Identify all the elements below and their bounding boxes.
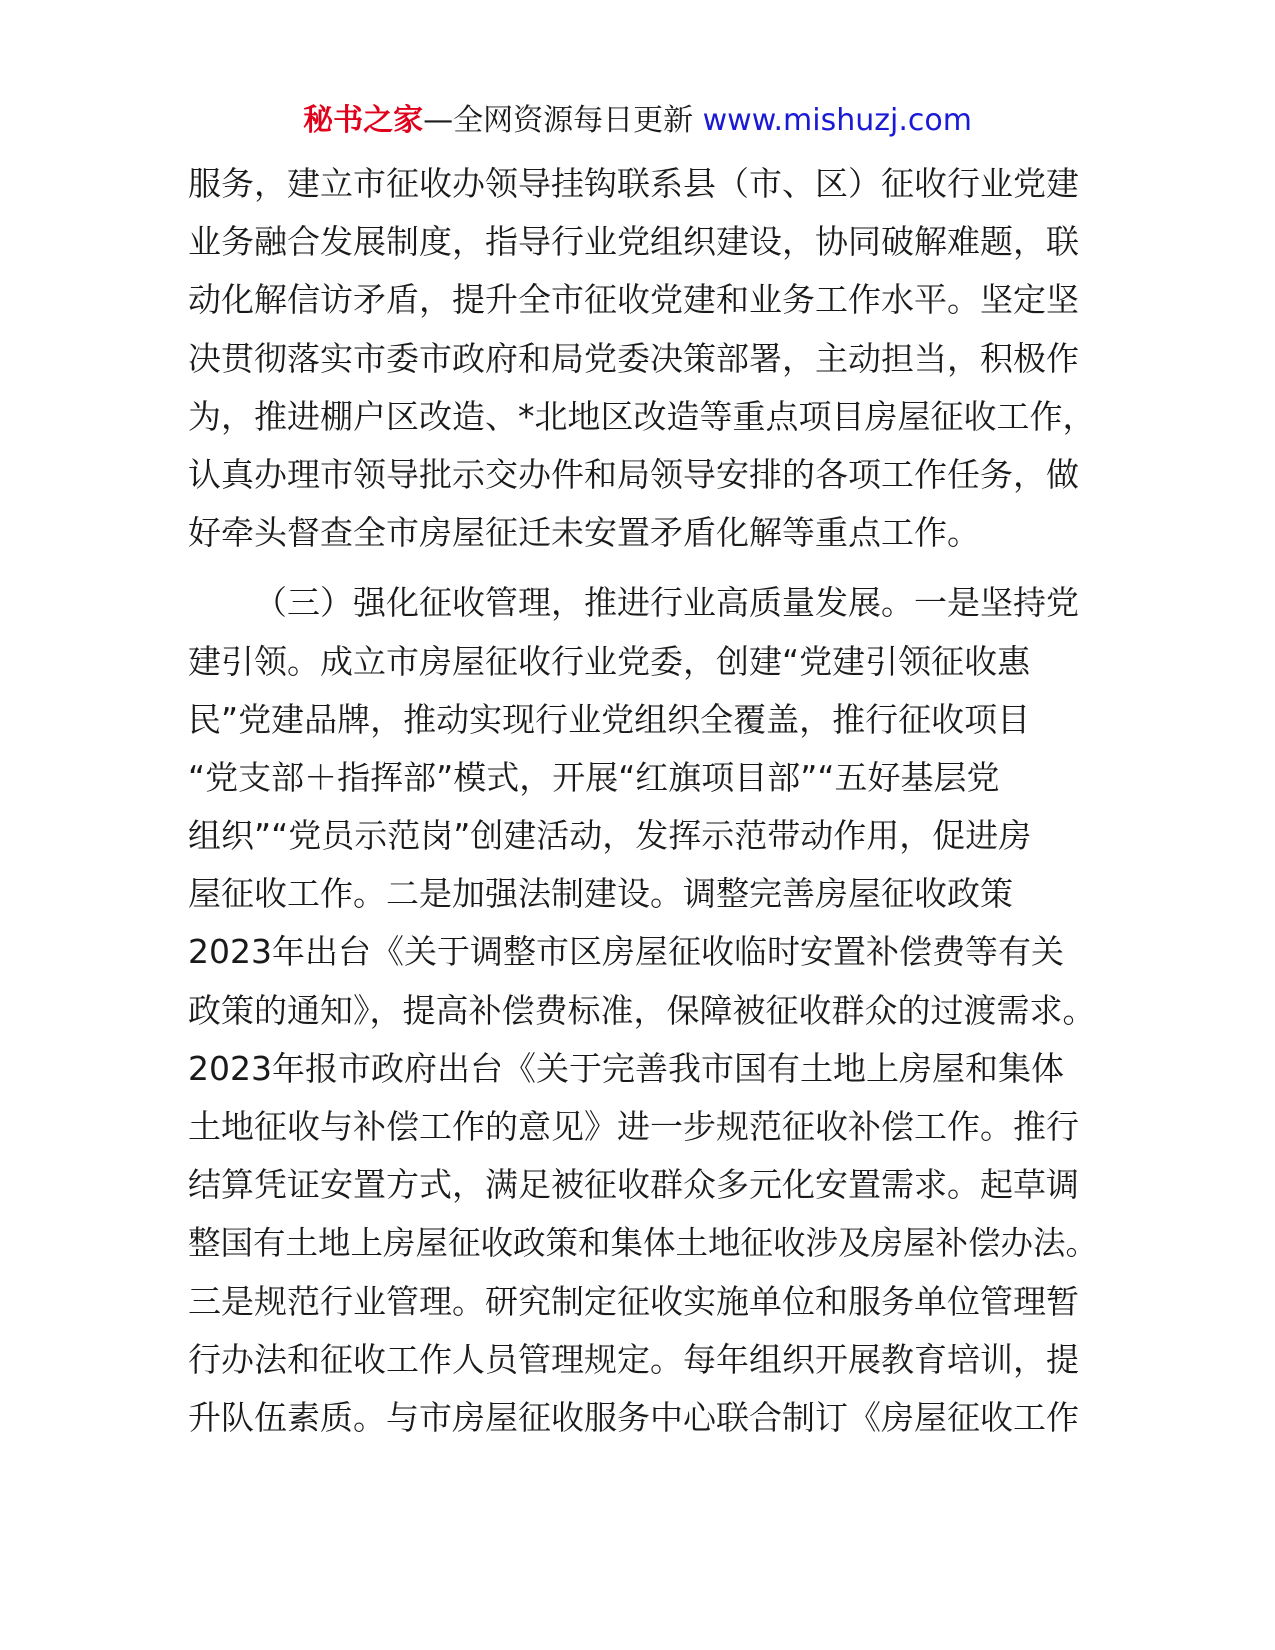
page-header [0,101,1275,141]
text-line: （三）强化征收管理，推进行业高质量发展。一是坚持党 [254,583,1079,623]
text-line: 组织”“党员示范岗”创建活动，发挥示范带动作用，促进房 [188,816,1032,856]
text-line: 业务融合发展制度，指导行业党组织建设，协同破解难题，联 [188,222,1079,262]
text-line: 动化解信访矛盾，提升全市征收党建和业务工作水平。坚定坚 [188,280,1079,320]
text-line: “党支部＋指挥部”模式，开展“红旗项目部”“五好基层党 [188,757,1000,797]
text-line: 三是规范行业管理。研究制定征收实施单位和服务单位管理暂 [188,1281,1079,1321]
text-line: 2023年报市政府出台《关于完善我市国有土地上房屋和集体 [188,1048,1064,1088]
header-tagline: —全网资源每日更新 [423,103,694,138]
text-line: 结算凭证安置方式，满足被征收群众多元化安置需求。起草调 [188,1165,1079,1205]
text-line: 2023年出台《关于调整市区房屋征收临时安置补偿费等有关 [188,932,1064,972]
text-line: 认真办理市领导批示交办件和局领导安排的各项工作任务，做 [188,454,1079,494]
document-body [188,155,1108,1447]
text-line: 屋征收工作。二是加强法制建设。调整完善房屋征收政策 [188,874,1013,914]
paragraph-spacer [188,562,1108,574]
text-line: 升队伍素质。与市房屋征收服务中心联合制订《房屋征收工作 [188,1397,1079,1437]
text-line: 整国有土地上房屋征收政策和集体土地征收涉及房屋补偿办法。 [188,1224,1099,1263]
text-line: 土地征收与补偿工作的意见》进一步规范征收补偿工作。推行 [188,1107,1079,1146]
paragraph-1 [188,155,1108,562]
text-line: 服务，建立市征收办领导挂钩联系县（市、区）征收行业党建 [188,164,1079,203]
text-line: 决贯彻落实市委市政府和局党委决策部署，主动担当，积极作 [188,338,1079,378]
text-line: 好牵头督查全市房屋征迁未安置矛盾化解等重点工作。 [188,513,980,553]
brand-name: 秘书之家 [303,103,424,138]
text-line: 建引领。成立市房屋征收行业党委，创建“党建引领征收惠 [188,641,1031,681]
site-url-link[interactable]: www.mishuzj.com [702,103,972,138]
text-line: 行办法和征收工作人员管理规定。每年组织开展教育培训，提 [188,1339,1079,1379]
paragraph-2 [188,574,1108,1447]
text-line: 民”党建品牌，推动实现行业党组织全覆盖，推行征收项目 [188,699,1031,739]
text-line: 政策的通知》，提高补偿费标准，保障被征收群众的过渡需求。 [188,990,1096,1030]
text-line: 为，推进棚户区改造、*北地区改造等重点项目房屋征收工作， [188,396,1096,436]
